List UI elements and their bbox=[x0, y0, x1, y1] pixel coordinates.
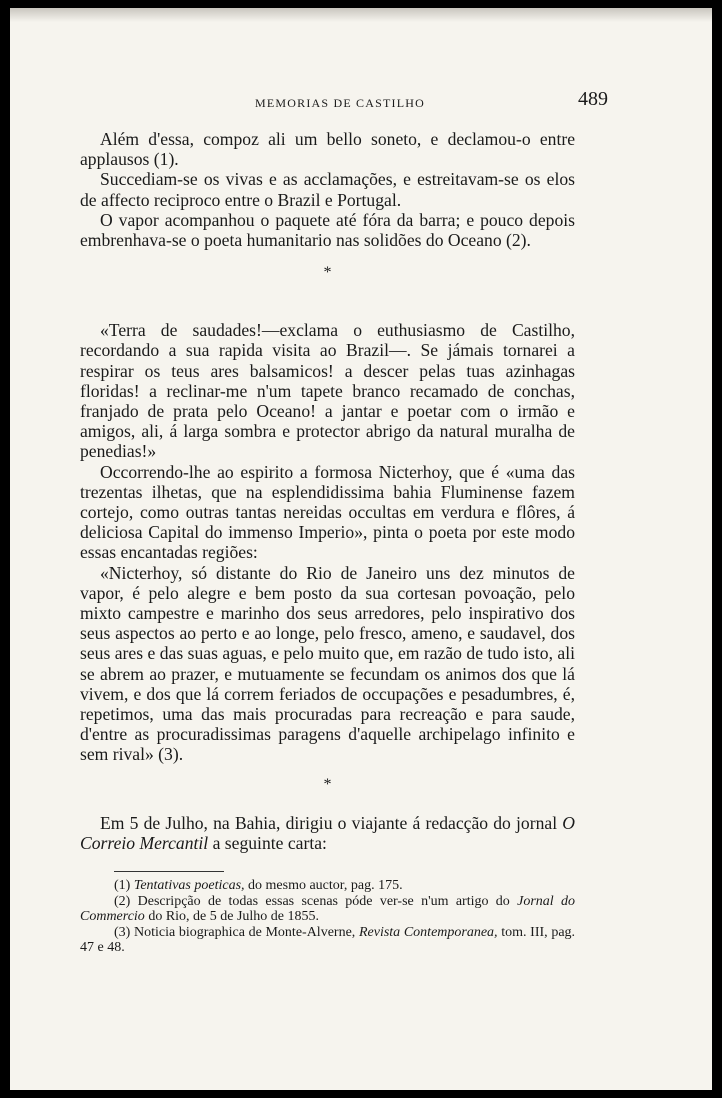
footnote-1 bbox=[80, 878, 575, 894]
footnote-marker: (3) bbox=[114, 924, 134, 940]
footnote-2 bbox=[80, 894, 575, 925]
quote-paragraph: Occorrendo-lhe ao espirito a formosa Nicterhoy, que é «uma das trezentas ilhetas, que na esplendidissima bahia Fluminense fazem cortejo, como outras tantas nereidas occultas em verdura e flôres, á deliciosa Capital do immenso Imperio», pinta o poeta por este modo essas encantadas regiões: bbox=[80, 461, 575, 563]
running-title: MEMORIAS DE CASTILHO bbox=[254, 96, 425, 110]
final-paragraph bbox=[80, 813, 575, 853]
page-number: 489 bbox=[578, 88, 608, 110]
quote-paragraph: «Nicterhoy, só distante do Rio de Janeiro uns dez minutos de vapor, é pelo alegre e bem posto da sua cortesan povoação, pelo mixto campestre e marinho dos seus arredores, pelo inspirativo dos seus aspectos ao perto e ao longe, pelo fresco, ameno, e saudavel, dos seus ares e das suas aguas, e pelo muito que, em razão de tudo isto, ali se abrem ao prazer, e mutuamente se fecundam os animos dos que lá vivem, e dos que lá correm feriados de occupações e pesadumbres, é, repetimos, uma das mais procuradas para recreação e para saude, d'entre as procuradissimas paragens d'aquelle archipelago infinito e sem rival» (3). bbox=[80, 562, 575, 765]
final-text-after: a seguinte carta: bbox=[208, 832, 327, 853]
footnote-text: Noticia biographica de Monte-Alverne, bbox=[134, 924, 359, 940]
section-separator: * bbox=[323, 264, 332, 282]
footnote-text: do Rio, de 5 de Julho de 1855. bbox=[144, 909, 320, 925]
page-body bbox=[80, 129, 575, 956]
footnote-3 bbox=[80, 925, 575, 956]
footnote-rule bbox=[114, 871, 224, 872]
paragraph: Além d'essa, compoz ali um bello soneto, e declamou-o entre applausos (1). bbox=[80, 129, 575, 170]
quote-paragraph: «Terra de saudades!—exclama o euthusiasmo de Castilho, recordando a sua rapida visita ao Brazil—. Se jámais tornarei a respirar os teus ares balsamicos! a descer pelas tuas azinhagas floridas! a reclinar-me n'um tapete branco recamado de conchas, franjado de prata pelo Oceano! a jantar e poetar com o irmão e amigos, ali, á larga sombra e protector abrigo da natural muralha de penedias!» bbox=[80, 320, 575, 462]
footnote-marker: (2) bbox=[114, 893, 138, 909]
footnote-marker: (1) bbox=[114, 878, 134, 894]
footnote-text: do mesmo auctor, pag. 175. bbox=[244, 878, 403, 894]
paragraph: O vapor acompanhou o paquete até fóra da barra; e pouco depois embrenhava-se o poeta humanitario nas solidões do Oceano (2). bbox=[80, 209, 575, 251]
section-separator: * bbox=[323, 775, 332, 793]
footnote-italic: Jornal do Commercio bbox=[80, 893, 575, 925]
footnotes bbox=[80, 878, 575, 956]
paragraph: Succediam-se os vivas e as acclamações, e estreitavam-se os elos de affecto reciproco entre o Brazil e Portugal. bbox=[80, 169, 575, 210]
newspaper-title: O Correio Mercantil bbox=[80, 812, 575, 853]
footnote-text: Descripção de todas essas scenas póde ver-se n'um artigo do bbox=[137, 893, 518, 909]
footnote-italic: Revista Contemporanea, bbox=[358, 924, 498, 940]
book-page bbox=[10, 8, 712, 1090]
footnote-italic: Tentativas poeticas, bbox=[133, 878, 245, 894]
footnote-text: tom. III, pag. 47 e 48. bbox=[80, 924, 576, 956]
final-text-before: Em 5 de Julho, na Bahia, dirigiu o viajante á redacção do jornal bbox=[100, 812, 563, 833]
